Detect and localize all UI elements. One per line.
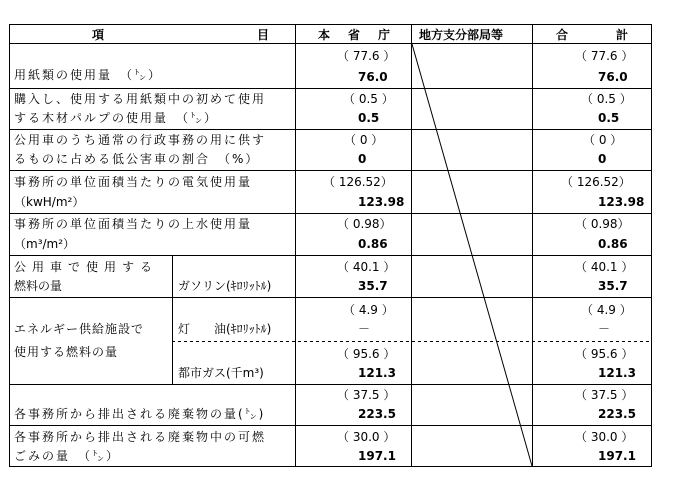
ministry-curr-value: 76.0 <box>358 70 388 84</box>
total-prev-value: （ 77.6 ） <box>575 49 634 63</box>
total-curr-value: － <box>598 322 611 336</box>
header-regional: 地方支分部局等 <box>419 28 504 42</box>
total-prev-value: （ 4.9 ） <box>581 303 632 317</box>
ministry-curr-value: 197.1 <box>358 449 396 463</box>
ministry-prev-value: （ 37.5 ） <box>337 388 396 402</box>
row-label: 公用車で使用する <box>14 260 159 274</box>
row-label: （m³/m²） <box>14 237 76 251</box>
total-prev-value: （ 0.98） <box>575 217 630 231</box>
total-prev-value: （ 37.5 ） <box>575 388 634 402</box>
ministry-curr-value: 0 <box>358 152 367 166</box>
ministry-prev-value: （ 30.0 ） <box>337 430 396 444</box>
ministry-prev-value: （ 0 ） <box>344 133 384 147</box>
ministry-prev-value: （ 0.98） <box>337 217 392 231</box>
ministry-prev-value: （ 0.5 ） <box>343 92 394 106</box>
row-label: 使用する燃料の量 <box>14 345 119 359</box>
ministry-prev-value: （ 95.6 ） <box>337 347 396 361</box>
row-label: 事務所の単位面積当たりの電気使用量 <box>14 175 253 189</box>
ministry-curr-value: 35.7 <box>358 279 388 293</box>
total-curr-value: 121.3 <box>598 366 636 380</box>
row-label: ごみの量 （㌧） <box>14 449 121 463</box>
sub-item-label: ガソリン(ｷﾛﾘｯﾄﾙ) <box>178 279 272 293</box>
total-curr-value: 123.98 <box>598 195 645 209</box>
total-prev-value: （ 0.5 ） <box>581 92 632 106</box>
total-prev-value: （ 0 ） <box>583 133 623 147</box>
row-label: 燃料の量 <box>14 279 63 293</box>
ministry-curr-value: 0.5 <box>358 111 380 125</box>
row-label: 事務所の単位面積当たりの上水使用量 <box>14 217 253 231</box>
row-label: 用紙類の使用量 （㌧） <box>14 68 163 82</box>
sub-item-label: 都市ガス(千m³) <box>178 366 264 380</box>
total-curr-value: 197.1 <box>598 449 636 463</box>
row-label: 各事務所から排出される廃棄物の量(㌧) <box>14 407 266 421</box>
total-prev-value: （ 95.6 ） <box>575 347 634 361</box>
total-prev-value: （ 40.1 ） <box>575 260 634 274</box>
row-label: （kwH/m²） <box>14 195 85 209</box>
ministry-curr-value: － <box>358 322 371 336</box>
ministry-curr-value: 121.3 <box>358 366 396 380</box>
ministry-prev-value: （ 4.9 ） <box>343 303 394 317</box>
header-ministry: 本 省 庁 <box>318 28 394 42</box>
row-label: 公用車のうち通常の行政事務の用に供す <box>14 133 267 147</box>
ministry-curr-value: 123.98 <box>358 195 405 209</box>
total-curr-value: 76.0 <box>598 70 628 84</box>
sub-item-label: 灯 油(ｷﾛﾘｯﾄﾙ) <box>178 322 272 336</box>
row-label: する木材パルプの使用量 （㌧） <box>14 111 219 125</box>
total-curr-value: 35.7 <box>598 279 628 293</box>
total-prev-value: （ 30.0 ） <box>575 430 634 444</box>
header-total: 合 計 <box>556 28 632 42</box>
row-label: 各事務所から排出される廃棄物中の可燃 <box>14 430 267 444</box>
ministry-prev-value: （ 40.1 ） <box>337 260 396 274</box>
row-label: 購入し、使用する用紙類中の初めて使用 <box>14 92 267 106</box>
row-label: エネルギー供給施設で <box>14 322 145 336</box>
header-item: 項 目 <box>92 28 273 42</box>
ministry-curr-value: 223.5 <box>358 407 396 421</box>
row-label: るものに占める低公害車の割合 （%） <box>14 152 260 166</box>
ministry-prev-value: （ 126.52） <box>323 175 393 189</box>
total-curr-value: 223.5 <box>598 407 636 421</box>
total-curr-value: 0 <box>598 152 607 166</box>
ministry-curr-value: 0.86 <box>358 237 388 251</box>
total-curr-value: 0.5 <box>598 111 620 125</box>
total-curr-value: 0.86 <box>598 237 628 251</box>
ministry-prev-value: （ 77.6 ） <box>337 49 396 63</box>
total-prev-value: （ 126.52） <box>561 175 631 189</box>
